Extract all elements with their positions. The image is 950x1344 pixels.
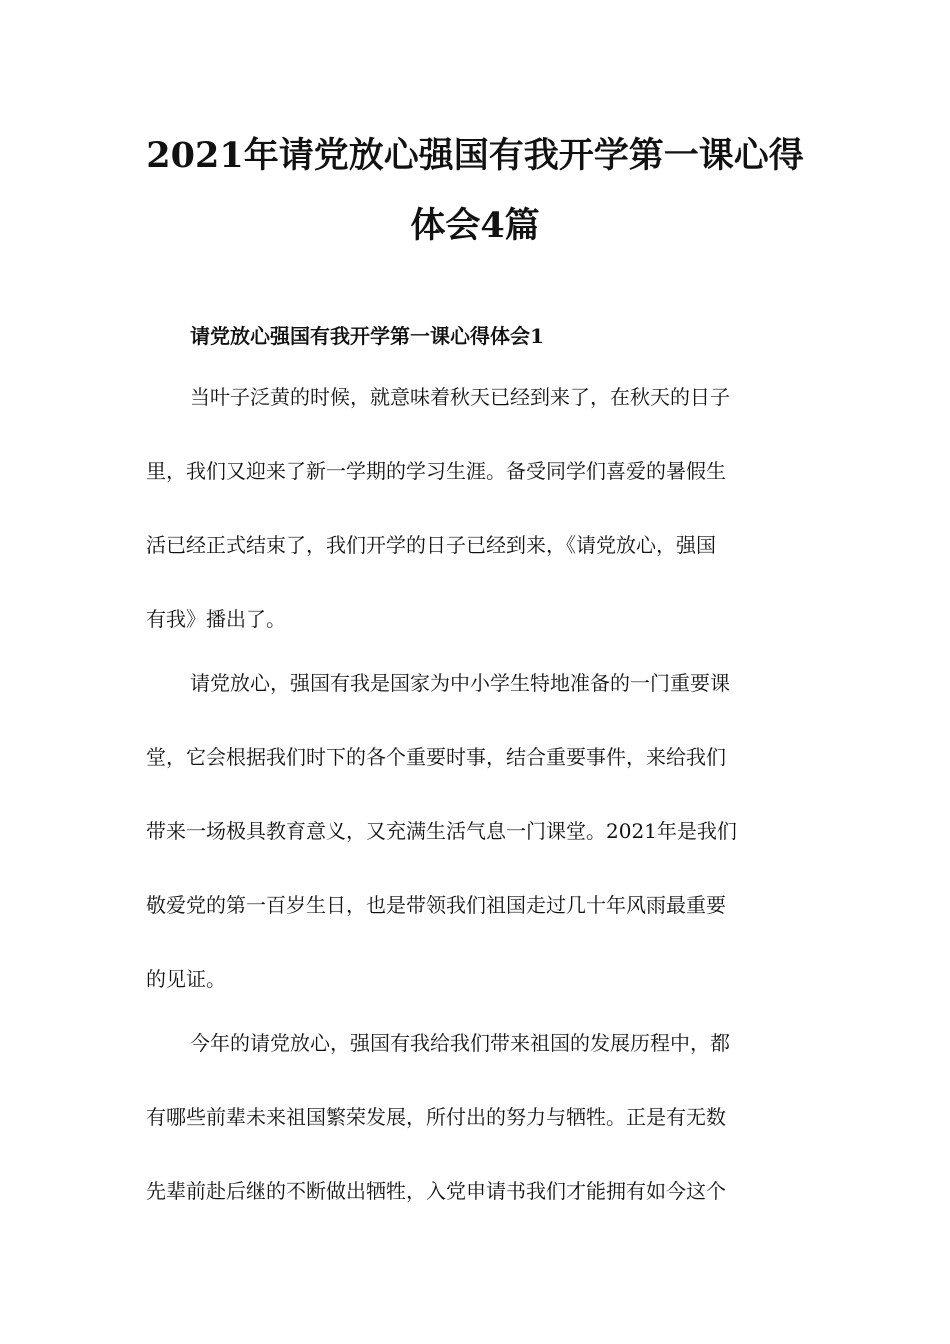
paragraph-1-line-1: 当叶子泛黄的时候，就意味着秋天已经到来了，在秋天的日子 [190, 385, 730, 409]
paragraph-1-line-3: 活已经正式结束了，我们开学的日子已经到来，《请党放心，强国 [146, 533, 716, 557]
paragraph-2-line-5: 的见证。 [146, 967, 226, 991]
paragraph-2-line-3: 带来一场极具教育意义，又充满生活气息一门课堂。2021年是我们 [146, 819, 737, 843]
section-heading: 请党放心强国有我开学第一课心得体会1 [190, 324, 544, 348]
document-title-line-1: 2021年请党放心强国有我开学第一课心得 [146, 135, 804, 176]
document-title-line-2: 体会4篇 [410, 205, 540, 246]
paragraph-1-line-2: 里，我们又迎来了新一学期的学习生涯。备受同学们喜爱的暑假生 [146, 459, 726, 483]
paragraph-2-line-4: 敬爱党的第一百岁生日，也是带领我们祖国走过几十年风雨最重要 [146, 893, 726, 917]
paragraph-3-line-1: 今年的请党放心，强国有我给我们带来祖国的发展历程中，都 [190, 1031, 730, 1055]
paragraph-2-line-2: 堂，它会根据我们时下的各个重要时事，结合重要事件，来给我们 [146, 745, 726, 769]
paragraph-3-line-3: 先辈前赴后继的不断做出牺牲，入党申请书我们才能拥有如今这个 [146, 1179, 726, 1203]
paragraph-3-line-2: 有哪些前辈未来祖国繁荣发展，所付出的努力与牺牲。正是有无数 [146, 1105, 726, 1129]
paragraph-2-line-1: 请党放心，强国有我是国家为中小学生特地准备的一门重要课 [190, 671, 730, 695]
paragraph-1-line-4: 有我》播出了。 [146, 607, 286, 631]
